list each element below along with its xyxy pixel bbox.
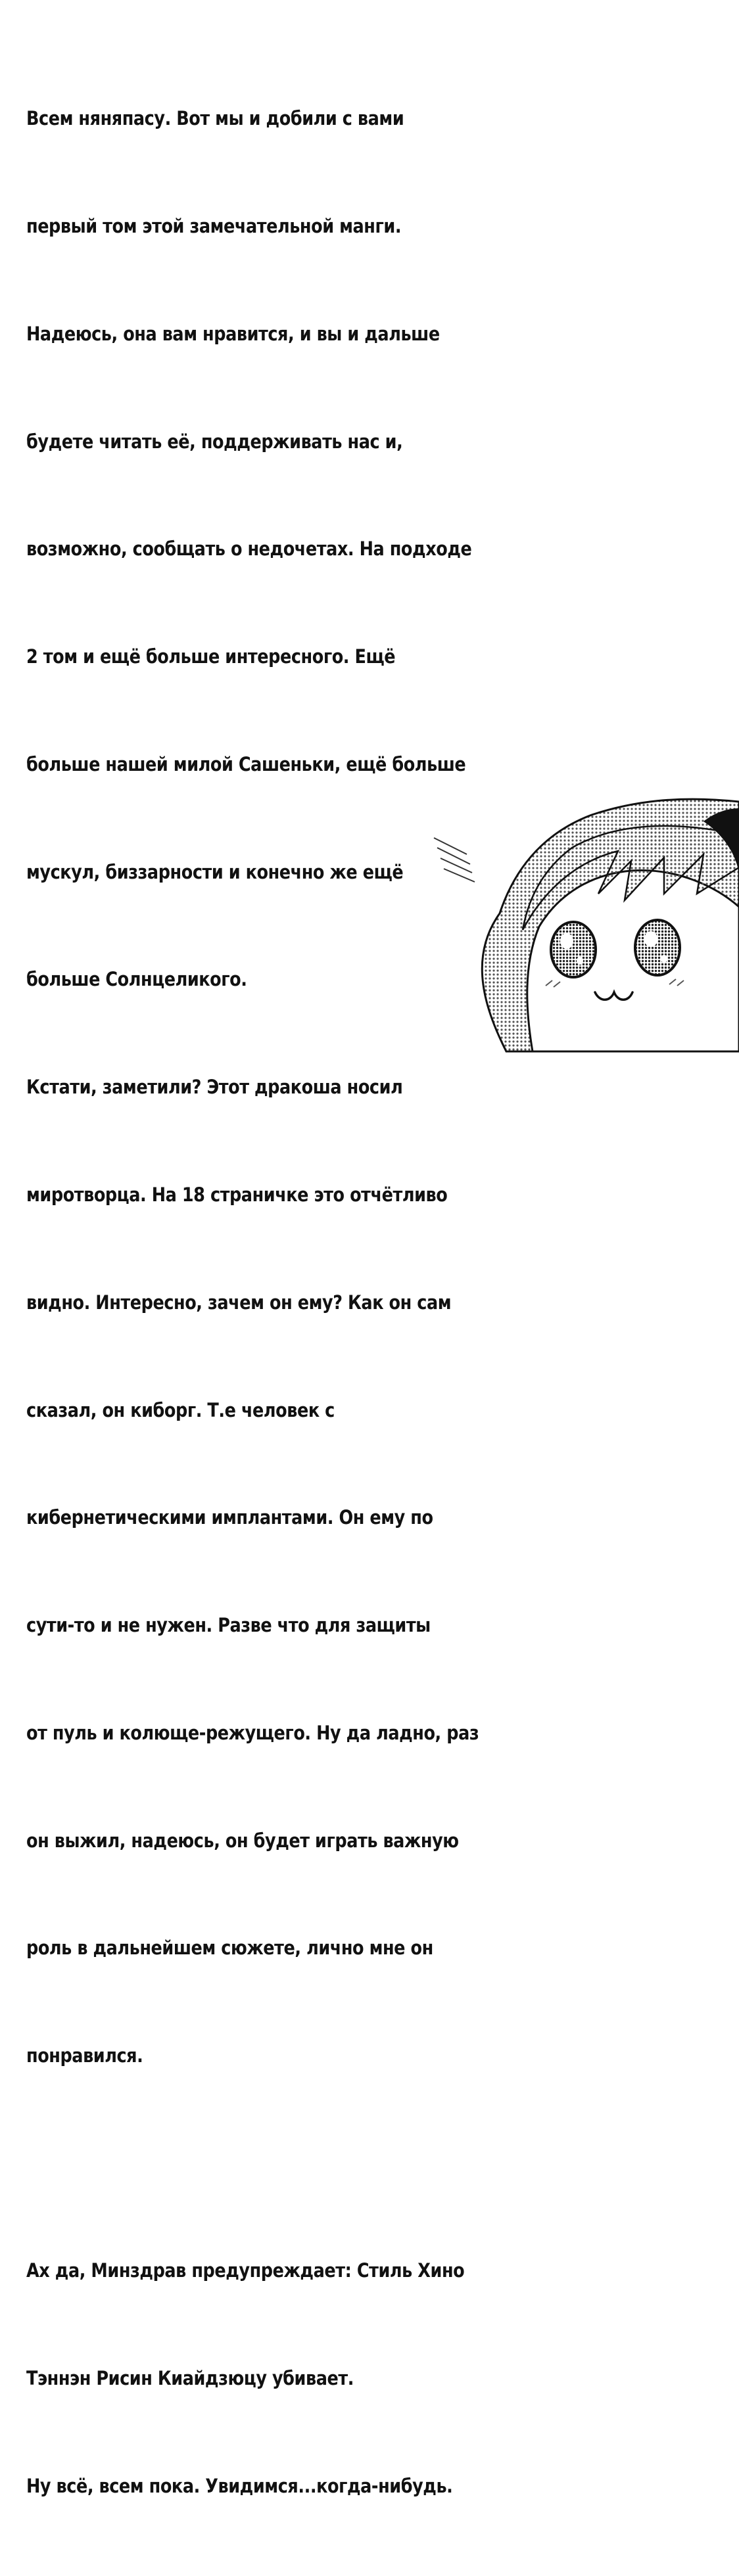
text-line: Надеюсь, она вам нравится, и вы и дальше bbox=[26, 322, 440, 345]
text-line: Ну всё, всем пока. Увидимся...когда-нибудь. bbox=[26, 2474, 453, 2497]
text-line: больше нашей милой Сашеньки, ещё больше bbox=[26, 752, 466, 775]
text-line: Всем няняпасу. Вот мы и добили с вами bbox=[26, 107, 404, 130]
text-line: Тэннэн Рисин Киайдзюцу убивает. bbox=[26, 2367, 354, 2389]
afterword-text bbox=[26, 29, 479, 2576]
text-line: Кстати, заметили? Этот дракоша носил bbox=[26, 1076, 403, 1099]
text-line: видно. Интересно, зачем он ему? Как он сам bbox=[26, 1291, 452, 1314]
text-line: кибернетическими имплантами. Он ему по bbox=[26, 1506, 433, 1529]
text-line: миротворца. На 18 страничке это отчётливо bbox=[26, 1184, 448, 1206]
text-line: сказал, он киборг. Т.е человек с bbox=[26, 1398, 335, 1421]
text-line: больше Солнцеликого. bbox=[26, 968, 247, 991]
text-line: от пуль и колюще-режущего. Ну да ладно, раз bbox=[26, 1721, 479, 1744]
text-line: роль в дальнейшем сюжете, лично мне он bbox=[26, 1937, 433, 1960]
text-line: мускул, биззарности и конечно же ещё bbox=[26, 860, 404, 883]
text-line: сути-то и не нужен. Разве что для защиты bbox=[26, 1614, 431, 1637]
right-eye-icon bbox=[635, 920, 680, 975]
text-line: понравился. bbox=[26, 2044, 143, 2067]
text-line: будете читать её, поддерживать нас и, bbox=[26, 430, 403, 453]
text-line: первый том этой замечательной манги. bbox=[26, 214, 402, 237]
text-line: возможно, сообщать о недочетах. На подходе bbox=[26, 538, 472, 561]
text-line: Ах да, Минздрав предупреждает: Стиль Хино bbox=[26, 2259, 465, 2282]
paragraph-gap bbox=[26, 2146, 443, 2181]
mascot-illustration bbox=[460, 795, 739, 1051]
text-line: 2 том и ещё больше интересного. Ещё bbox=[26, 645, 396, 668]
text-line: он выжил, надеюсь, он будет играть важную bbox=[26, 1829, 459, 1852]
left-eye-icon bbox=[551, 922, 596, 977]
